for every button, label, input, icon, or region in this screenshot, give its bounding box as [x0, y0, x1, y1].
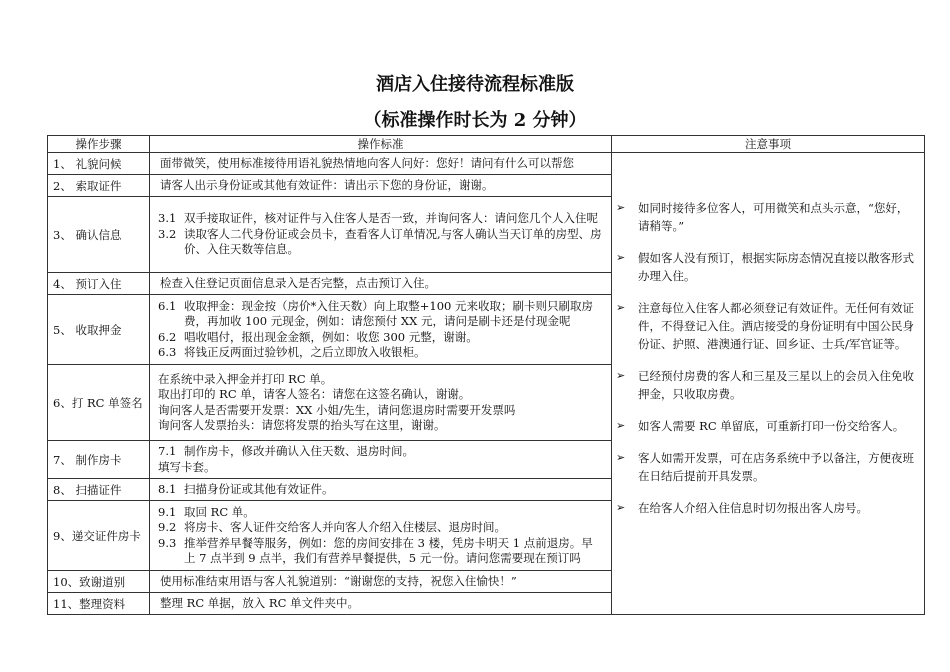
standard-line: 整理 RC 单据，放入 RC 单文件夹中。: [160, 595, 360, 610]
note-item: [616, 499, 914, 517]
header-standard: 操作标准: [150, 136, 612, 153]
item-text: 推举营养早餐等服务，例如：您的房间安排在 3 楼，凭房卡明天 1 点前退房。早上 7 点半到 9 点半，我们有营养早餐提供，5 元一份。请问您需要现在预订吗: [184, 535, 593, 565]
arrow-bullet-icon: ➢: [616, 451, 626, 464]
header-notes: 注意事项: [612, 136, 925, 153]
standard-line: 使用标准结束用语与客人礼貌道别：“谢谢您的支持，祝您入住愉快！”: [160, 573, 517, 588]
note-item: [616, 249, 914, 285]
item-text: 唱收唱付，报出现金金额，例如：收您 300 元整，谢谢。: [184, 329, 478, 344]
step-standard: [150, 295, 612, 365]
standard-item: [158, 505, 603, 521]
step-standard: [150, 365, 612, 441]
notes-cell: [612, 153, 925, 615]
standard-item: [158, 330, 603, 346]
note-item: [616, 199, 914, 235]
item-number: 8.1: [158, 481, 177, 496]
arrow-bullet-icon: ➢: [616, 419, 626, 432]
note-text: 如同时接待多位客人，可用微笑和点头示意，“您好，请稍等。”: [638, 201, 909, 233]
step-standard: [150, 153, 612, 175]
step-name: 11、整理资料: [48, 593, 150, 615]
step-name: 1、 礼貌问候: [48, 153, 150, 175]
step-name: 8、 扫描证件: [48, 479, 150, 501]
standard-line: 检查入住登记页面信息录入是否完整，点击预订入住。: [160, 275, 436, 290]
standard-item: [158, 536, 603, 567]
item-number: 9.1: [158, 504, 177, 519]
item-number: 6.2: [158, 329, 177, 344]
standard-line: 询问客人发票抬头：请您将发票的抬头写在这里，谢谢。: [158, 418, 446, 432]
standard-item: [158, 444, 603, 460]
step-standard: [150, 501, 612, 571]
note-text: 注意每位入住客人都必须登记有效证件。无任何有效证件，不得登记入住。酒店接受的身份证明有中国公民身份证、护照、港澳通行证、回乡证、士兵/军官证等。: [638, 301, 914, 351]
item-text: 读取客人二代身份证或会员卡，查看客人订单情况,与客人确认当天订单的房型、房价、入住天数等信息。: [184, 226, 602, 257]
item-number: 6.3: [158, 345, 177, 359]
standard-line: 请客人出示身份证或其他有效证件：请出示下您的身份证，谢谢。: [160, 177, 494, 192]
standard-line: 填写卡套。: [158, 459, 216, 474]
item-text: 收取押金：现金按（房价*入住天数）向上取整+100 元来收取；刷卡则只刷取房费，再加收 100 元现金，例如：请您预付 XX 元，请问是刷卡还是付现金呢: [184, 298, 593, 328]
item-text: 制作房卡，修改并确认入住天数、退房时间。: [184, 444, 414, 458]
step-standard: [150, 593, 612, 615]
header-step: 操作步骤: [48, 136, 150, 153]
step-name: 7、 制作房卡: [48, 441, 150, 479]
step-standard: [150, 441, 612, 479]
arrow-bullet-icon: ➢: [616, 501, 626, 514]
arrow-bullet-icon: ➢: [616, 369, 626, 382]
standard-line: 在系统中录入押金并打印 RC 单。: [158, 371, 333, 386]
step-standard: [150, 197, 612, 273]
item-number: 3.2: [158, 226, 177, 241]
step-standard: [150, 571, 612, 593]
standard-item: [158, 227, 603, 258]
standard-item: [158, 345, 603, 361]
step-name: 4、 预订入住: [48, 273, 150, 295]
step-name: 9、递交证件房卡: [48, 501, 150, 571]
note-item: [616, 367, 914, 403]
item-number: 3.1: [158, 211, 177, 226]
step-name: 10、致谢道别: [48, 571, 150, 593]
step-name: 2、 索取证件: [48, 175, 150, 197]
item-text: 取回 RC 单。: [184, 504, 255, 519]
standard-line: 面带微笑，使用标准接待用语礼貌热情地向客人问好：您好！请问有什么可以帮您: [160, 155, 574, 170]
page-title: 酒店入住接待流程标准版: [376, 74, 574, 95]
note-text: 如客人需要 RC 单留底，可重新打印一份交给客人。: [638, 419, 905, 433]
standard-item: [158, 520, 603, 536]
note-text: 假如客人没有预订，根据实际房态情况直接以散客形式办理入住。: [638, 251, 914, 283]
page-subtitle: （标准操作时长为 2 分钟）: [363, 110, 587, 131]
note-item: [616, 449, 914, 485]
note-text: 在给客人介绍入住信息时切勿报出客人房号。: [638, 501, 868, 515]
standard-item: [158, 211, 603, 227]
standard-item: [158, 482, 603, 498]
item-number: 9.3: [158, 535, 177, 550]
standard-item: [158, 299, 603, 330]
standard-line: 取出打印的 RC 单，请客人签名：请您在这签名确认，谢谢。: [158, 387, 471, 401]
step-standard: [150, 175, 612, 197]
item-number: 9.2: [158, 520, 177, 534]
item-text: 扫描身份证或其他有效证件。: [184, 481, 334, 496]
item-number: 7.1: [158, 444, 177, 458]
note-text: 客人如需开发票，可在店务系统中予以备注，方便夜班在日结后提前开具发票。: [638, 451, 914, 483]
arrow-bullet-icon: ➢: [616, 301, 626, 314]
note-text: 已经预付房费的客人和三星及三星以上的会员入住免收押金，只收取房费。: [638, 369, 914, 401]
note-item: [616, 299, 914, 353]
step-name: 6、打 RC 单签名: [48, 365, 150, 441]
step-standard: [150, 479, 612, 501]
step-name: 3、 确认信息: [48, 197, 150, 273]
step-standard: [150, 273, 612, 295]
item-text: 将钱正反两面过验钞机，之后立即放入收银柜。: [184, 345, 426, 359]
item-text: 双手接取证件，核对证件与入住客人是否一致，并询问客人：请问您几个人入住呢: [184, 211, 598, 226]
table-header-row: [48, 136, 925, 153]
step-name: 5、 收取押金: [48, 295, 150, 365]
arrow-bullet-icon: ➢: [616, 201, 626, 214]
item-number: 6.1: [158, 298, 177, 313]
table-row: [48, 153, 925, 175]
item-text: 将房卡、客人证件交给客人并向客人介绍入住楼层、退房时间。: [184, 520, 506, 534]
arrow-bullet-icon: ➢: [616, 251, 626, 264]
standard-line: 询问客人是否需要开发票：XX 小姐/先生，请问您退房时需要开发票吗: [158, 402, 516, 417]
note-item: [616, 417, 914, 435]
procedure-table: [47, 135, 925, 615]
